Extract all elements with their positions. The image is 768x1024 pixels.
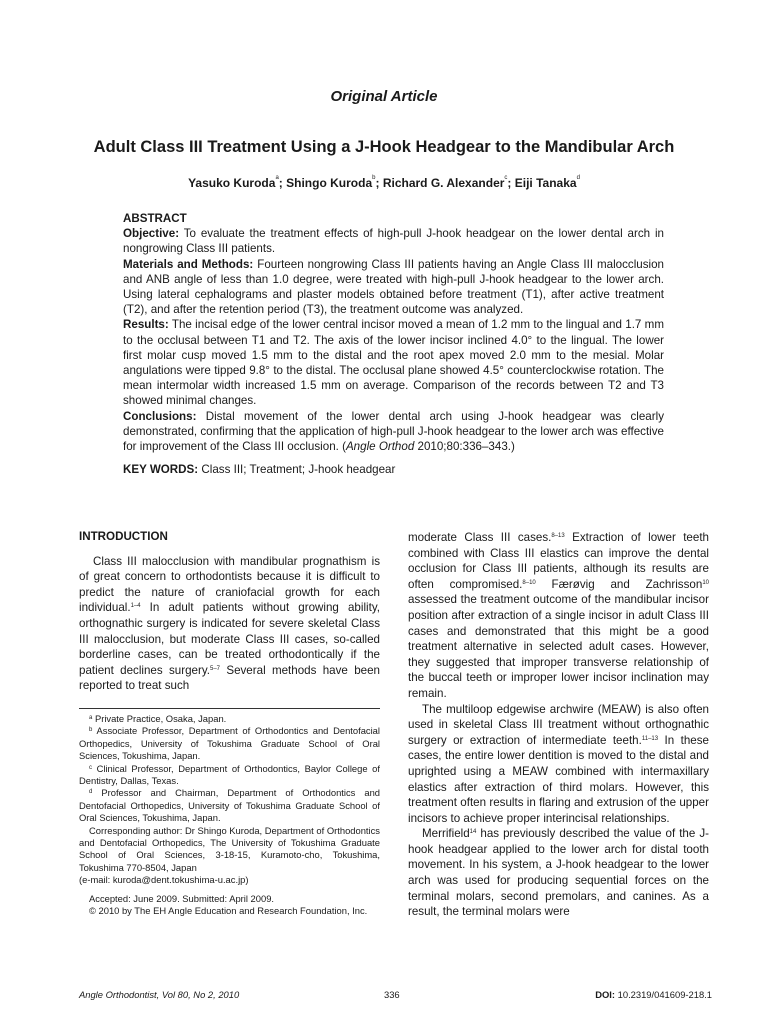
reference-mark: 11–13 (641, 735, 659, 742)
footnotes (79, 713, 380, 918)
abstract-results (123, 317, 664, 408)
author-name: Richard G. Alexander (382, 176, 505, 190)
author-name: Eiji Tanaka (514, 176, 577, 190)
page-footer (0, 989, 768, 1003)
footnote-d: $^d$ Professor and Chairman, Department of Orthodontics and Dentofacial Orthopedics, University of Tokushima Graduate School of Oral Sciences, Tokushima, Japan. (79, 787, 380, 824)
keywords-label: KEY WORDS: (123, 463, 199, 477)
keywords-text: Class III; Treatment; J-hook headgear (201, 463, 396, 477)
reference-mark: 10 (702, 579, 709, 586)
body-paragraph: The multiloop edgewise archwire (MEAW) is also often used in skeletal Class III treatment without orthognathic surgery or extraction of intermediate teeth.$^{11-13}$ In these cases, the entire lower dentition is moved to the distal and uprighted using a MEAW combined with intermaxillary elastics after extraction of third molars. However, this treatment often results in flaring and extrusion of the upper incisors to achieve proper interincisal relationships. (408, 702, 709, 825)
footnote-correspondence: Corresponding author: Dr Shingo Kuroda, Department of Orthodontics and Dentofacial Orthopedics, The University of Tokushima Graduate School of Oral Sciences, 3-18-15, Kuramoto-cho, Tokushima, Tokushima 770-8504, Japan (79, 824, 380, 873)
results-text: The incisal edge of the lower central incisor moved a mean of 1.2 mm to the lingual and 1.7 mm to the occlusal between T1 and T2. The axis of the lower incisor inclined 4.0° to the lingual. The lower first molar cusp moved 1.5 mm to the distal and the root apex moved 2.0 mm to the mesial. Molar angulations were tipped 9.8° to the distal. The occlusal plane showed 4.5° counterclockwise rotation. The mean intermolar width increased 1.5 mm on average. Comparison of the records between T2 and T3 showed minimal changes. (123, 318, 664, 408)
reference-mark: 1–4 (130, 603, 141, 610)
intro-text: In adult patients without growing ability, orthognathic surgery is indicated for severe skeletal Class III malocclusion, but moderate Class III cases, so-called borderline cases, can be treated orthodontically if the patient declines surgery. (79, 601, 380, 677)
reference-mark: 14 (469, 829, 477, 836)
footer-doi: DOI: 10.2319/041609-218.1 (595, 989, 712, 1000)
footnote-divider (79, 708, 380, 709)
affiliation-mark: c (504, 175, 508, 181)
conclusions-text: Distal movement of the lower dental arch using J-hook headgear was clearly demonstrated, confirming that the application of high-pull J-hook headgear to the lower arch was effective for improvement of the Class III occlusion. ( (123, 409, 664, 454)
objective-text: To evaluate the treatment effects of high-pull J-hook headgear on the lower dental arch in nongrowing Class III patients. (123, 227, 664, 256)
reference-mark: 5–7 (210, 665, 221, 672)
methods-label: Materials and Methods: (123, 257, 254, 271)
body-paragraph: Merrifield$^{14}$ has previously described the value of the J-hook headgear applied to the lower arch for distal tooth movement. In his system, a J-hook headgear to the lower arch was used for producing sequential forces on the terminal molars, second premolars, and canines. As a result, the terminal molars were (408, 827, 709, 919)
article-title: Adult Class III Treatment Using a J-Hook Headgear to the Mandibular Arch (93, 138, 675, 156)
abstract-objective (123, 226, 664, 256)
intro-text: Class III malocclusion with mandibular prognathism is of great concern to orthodontists because it is difficult to predict the nature of craniofacial growth for each individual. (79, 554, 380, 615)
citation-rest: 2010;80:336–343.) (414, 440, 515, 454)
reference-mark: 8–13 (551, 533, 565, 539)
abstract-methods (123, 257, 664, 318)
author-name: Yasuko Kuroda (188, 176, 276, 190)
footnote-email: (e-mail: kuroda@dent.tokushima-u.ac.jp) (79, 874, 249, 886)
intro-text: Several methods have been reported to treat such (79, 663, 380, 693)
section-label: Original Article (330, 88, 438, 105)
footnote-dates: Accepted: June 2009. Submitted: April 2009. (89, 892, 275, 904)
left-column (79, 529, 380, 694)
conclusions-label: Conclusions: (123, 409, 197, 423)
footnote-b: $^b$ Associate Professor, Department of Orthodontics and Dentofacial Orthopedics, University of Tokushima Graduate School of Oral Sciences, Tokushima, Japan. (79, 725, 380, 762)
keywords (123, 462, 664, 477)
abstract-heading: ABSTRACT (123, 212, 187, 225)
results-label: Results: (123, 318, 169, 332)
reference-mark: 8–10 (522, 579, 536, 586)
footnote-copyright: © 2010 by The EH Angle Education and Research Foundation, Inc. (89, 905, 368, 917)
affiliation-mark: b (372, 175, 376, 181)
page-number: 336 (384, 989, 400, 1000)
right-column (408, 530, 709, 920)
body-paragraph: moderate Class III cases.$^{8-13}$ Extraction of lower teeth combined with Class III elastics can improve the dental occlusion for Class III patients, although its results are often compromised.$^{8-10}$ Færøvig and Zachrisson$^{10}$ assessed the treatment outcome of the mandibular incisor position after extraction of a single incisor in adult Class III cases and demonstrated that this might be a good treatment alternative in selected adult cases. However, they suggested that improper transverse relationship of the buccal teeth or improper lower incisor inclination may remain. (408, 531, 710, 700)
abstract (123, 211, 664, 477)
footer-journal: Angle Orthodontist, Vol 80, No 2, 2010 (79, 989, 240, 1000)
footnote-a: $^a$ Private Practice, Osaka, Japan. (89, 713, 227, 724)
footnote-c: $^c$ Clinical Professor, Department of Orthodontics, Baylor College of Dentistry, Dallas, Texas. (79, 762, 380, 787)
objective-label: Objective: (123, 227, 180, 241)
methods-text: Fourteen nongrowing Class III patients having an Angle Class III malocclusion and ANB angle of less than 1.0 degree, were treated with high-pull J-hook headgear to the lower arch. Using lateral cephalograms and plaster models obtained before treatment (T1), after active treatment (T2), and after the retention period (T3), the treatment outcome was analyzed. (123, 257, 664, 317)
affiliation-mark: a (275, 175, 279, 181)
author-list: Yasuko Kuroda$^a$; Shingo Kuroda$^b$; Richard G. Alexander$^c$; Eiji Tanaka$^d$ (188, 175, 580, 190)
affiliation-mark: d (576, 175, 580, 181)
abstract-conclusions (123, 409, 664, 455)
author-name: Shingo Kuroda (286, 176, 373, 190)
intro-paragraph (79, 554, 380, 694)
introduction-heading: INTRODUCTION (79, 530, 168, 543)
citation-journal: Angle Orthod (345, 440, 415, 454)
